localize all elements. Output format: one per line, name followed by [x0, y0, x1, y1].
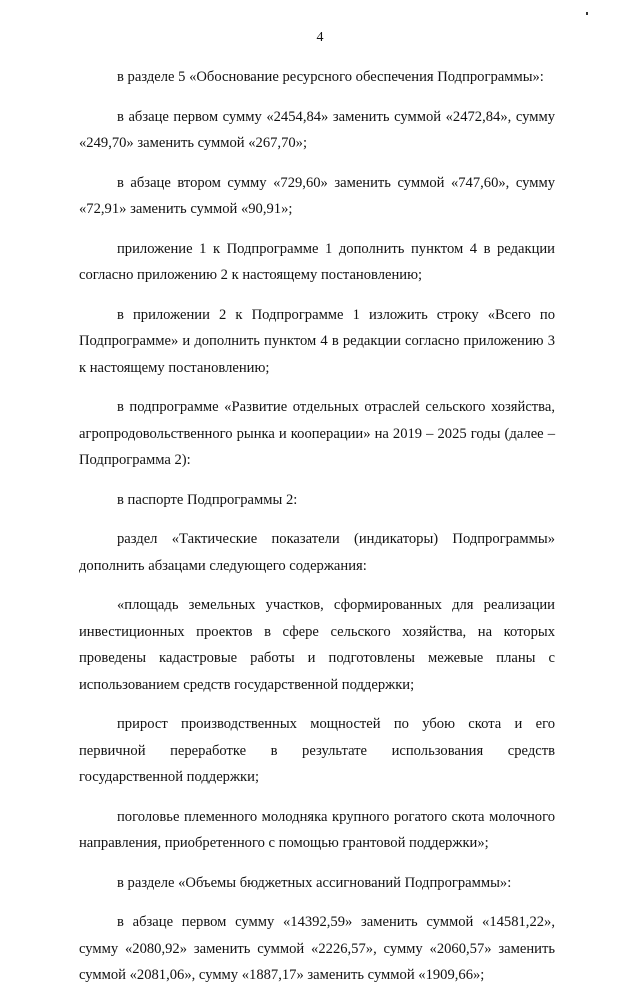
paragraph: в абзаце первом сумму «2454,84» заменить суммой «2472,84», сумму «249,70» заменить суммой «267,70»; — [79, 108, 555, 151]
page-number: 4 — [316, 30, 324, 45]
paragraph: прирост производственных мощностей по убою скота и его первичной переработке в результате использования средств государственной поддержки; — [79, 716, 555, 785]
paragraph: раздел «Тактические показатели (индикаторы) Подпрограммы» дополнить абзацами следующего содержания: — [79, 531, 555, 574]
paragraph: в разделе «Объемы бюджетных ассигнований Подпрограммы»: — [117, 874, 512, 891]
document-body — [79, 64, 555, 1002]
paragraph: «площадь земельных участков, сформированных для реализации инвестиционных проектов в сфере сельского хозяйства, на которых проведены кадастровые работы и подготовлены межевые планы с использованием средств государственной поддержки; — [79, 597, 555, 693]
paragraph: в абзаце втором сумму «729,60» заменить суммой «747,60», сумму «72,91» заменить суммой «90,91»; — [79, 174, 555, 217]
paragraph: поголовье племенного молодняка крупного рогатого скота молочного направления, приобретенного с помощью грантовой поддержки»; — [79, 808, 555, 851]
paragraph: в приложении 2 к Подпрограмме 1 изложить строку «Всего по Подпрограмме» и дополнить пунктом 4 в редакции согласно приложению 3 к настоящему постановлению; — [79, 306, 555, 376]
paragraph: в подпрограмме «Развитие отдельных отраслей сельского хозяйства, агропродовольственного рынка и кооперации» на 2019 – 2025 годы (далее – Подпрограмма 2): — [79, 399, 555, 468]
paragraph: в разделе 5 «Обоснование ресурсного обеспечения Подпрограммы»: — [117, 69, 544, 85]
paragraph: приложение 1 к Подпрограмме 1 дополнить пунктом 4 в редакции согласно приложению 2 к настоящему постановлению; — [79, 240, 555, 283]
paragraph: в абзаце первом сумму «14392,59» заменить суммой «14581,22», сумму «2080,92» заменить суммой «2226,57», сумму «2060,57» заменить суммой «2081,06», сумму «1887,17» заменить суммой «1909,66»; — [79, 914, 555, 983]
scan-speck — [586, 12, 588, 15]
paragraph: в паспорте Подпрограммы 2: — [117, 491, 298, 508]
